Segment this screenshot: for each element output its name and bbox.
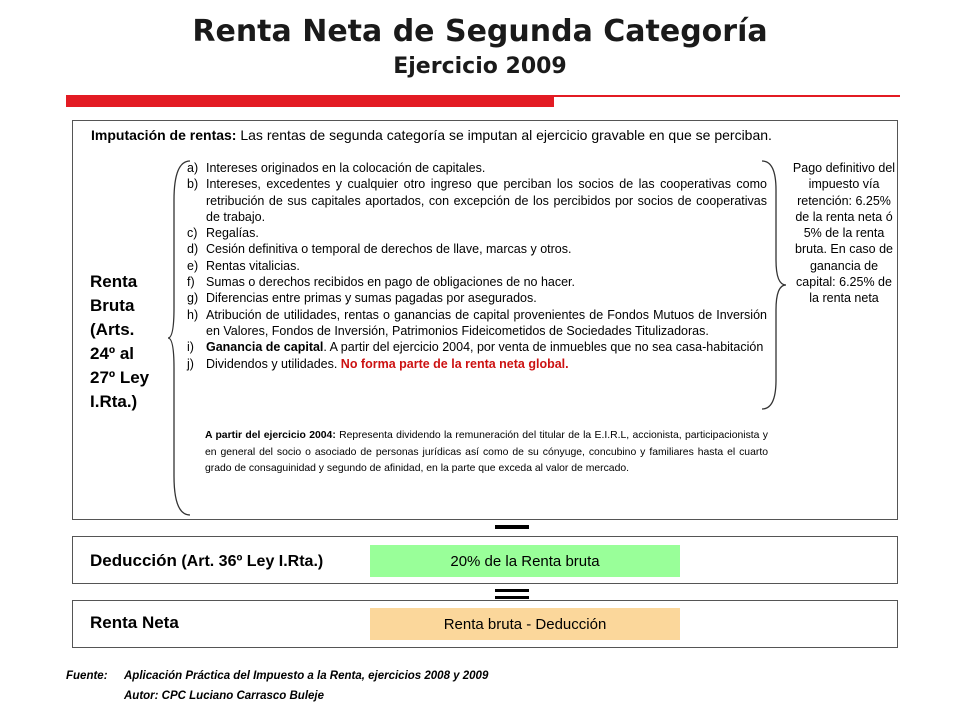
imputacion-label: Imputación de rentas:	[91, 127, 237, 143]
item-rest-text: . A partir del ejercicio 2004, por venta de inmuebles que no sea casa-habitación	[323, 340, 764, 355]
item-text	[206, 339, 767, 355]
source-line	[66, 666, 488, 686]
renta-bruta-label	[90, 270, 160, 414]
renta-bruta-label-line: 24º al	[90, 344, 135, 363]
item-text: Rentas vitalicias.	[206, 258, 300, 273]
note-bold: A partir del ejercicio 2004:	[205, 430, 336, 441]
deduccion-label	[90, 551, 323, 571]
renta-neta-value: Renta bruta - Deducción	[370, 608, 680, 640]
renta-bruta-label-line: (Arts.	[90, 320, 135, 339]
list-item	[187, 339, 767, 355]
item-letter: e)	[187, 258, 199, 273]
list-item	[187, 176, 767, 225]
dividend-note	[205, 428, 768, 478]
list-item	[187, 160, 767, 176]
imputacion-body: Las rentas de segunda categoría se imputan al ejercicio gravable en que se perciban.	[236, 127, 772, 143]
page-title: Renta Neta de Segunda Categoría	[192, 14, 768, 49]
source-footnote	[66, 666, 488, 706]
item-letter: f)	[187, 275, 195, 290]
item-text: Diferencias entre primas y sumas pagadas por asegurados.	[206, 291, 537, 306]
item-text: Intereses, excedentes y cualquier otro ingreso que perciban los socios de las cooperativas como retribución de sus capitales aportados, con excepción de los percibidos por socios de cooperativas de trabajo.	[206, 177, 767, 224]
list-item	[187, 241, 767, 257]
renta-neta-label: Renta Neta	[90, 613, 179, 632]
renta-bruta-label-line: Renta	[90, 272, 138, 291]
equals-sign-icon	[495, 589, 529, 592]
item-text: Sumas o derechos recibidos en pago de obligaciones de no hacer.	[206, 275, 576, 290]
renta-bruta-list	[187, 160, 767, 372]
item-bold-text: Ganancia de capital	[206, 340, 324, 355]
page-subtitle: Ejercicio 2009	[393, 54, 567, 79]
item-text: Regalías.	[206, 226, 259, 241]
renta-bruta-label-line: 27º Ley	[90, 368, 150, 387]
imputacion-text	[91, 127, 772, 143]
deduccion-value: 20% de la Renta bruta	[370, 545, 680, 577]
item-highlight-text: No forma parte de la renta neta global.	[340, 356, 569, 371]
item-letter: c)	[187, 226, 198, 241]
item-rest-text: Dividendos y utilidades.	[206, 356, 341, 371]
list-item	[187, 274, 767, 290]
deduccion-article: (Art. 36º Ley I.Rta.)	[176, 553, 324, 570]
item-letter: b)	[187, 177, 199, 192]
note-text: Representa dividendo la remuneración del titular de la E.I.R.L, accionista, participacionista y en general del socio o asociado de personas jurídicas así como de su cónyuge, concubino y familiares hasta el cuarto grado de consaguinidad y segundo de afinidad, en la parte que exceda al valor de mercado.	[205, 430, 768, 474]
list-item	[187, 290, 767, 306]
author-line	[66, 686, 488, 706]
item-text: Atribución de utilidades, rentas o ganancias de capital provenientes de Fondos Mutuos de Inversión en Valores, Fondos de Inversión, Patrimonios Fideicometidos de Sociedades Titulizadoras.	[206, 307, 767, 338]
item-letter: a)	[187, 161, 199, 175]
item-text: Cesión definitiva o temporal de derechos de llave, marcas y otros.	[206, 242, 572, 257]
item-letter: g)	[187, 291, 199, 306]
renta-bruta-label-line: I.Rta.)	[90, 392, 138, 411]
deduccion-title: Deducción	[90, 551, 177, 570]
list-item	[187, 225, 767, 241]
item-letter: j)	[187, 356, 194, 371]
item-letter: d)	[187, 242, 199, 257]
item-text	[206, 356, 767, 372]
renta-bruta-label-line: Bruta	[90, 296, 135, 315]
accent-bar	[66, 95, 554, 107]
list-item	[187, 356, 767, 372]
item-letter: h)	[187, 307, 199, 322]
list-item	[187, 307, 767, 340]
item-letter: i)	[187, 340, 194, 355]
item-text: Intereses originados en la colocación de capitales.	[206, 161, 486, 175]
list-item	[187, 258, 767, 274]
author-text: Autor: CPC Luciano Carrasco Buleje	[124, 690, 325, 702]
pago-definitivo-text: Pago definitivo del impuesto vía retención: 6.25% de la renta neta ó 5% de la renta bruta. En caso de ganancia de capital: 6.25% de la renta neta	[792, 161, 896, 306]
source-text: Aplicación Práctica del Impuesto a la Renta, ejercicios 2008 y 2009	[124, 670, 489, 682]
equals-sign-icon	[495, 596, 529, 599]
source-label: Fuente:	[66, 670, 108, 682]
minus-sign-icon	[495, 525, 529, 529]
accent-line	[554, 95, 900, 97]
